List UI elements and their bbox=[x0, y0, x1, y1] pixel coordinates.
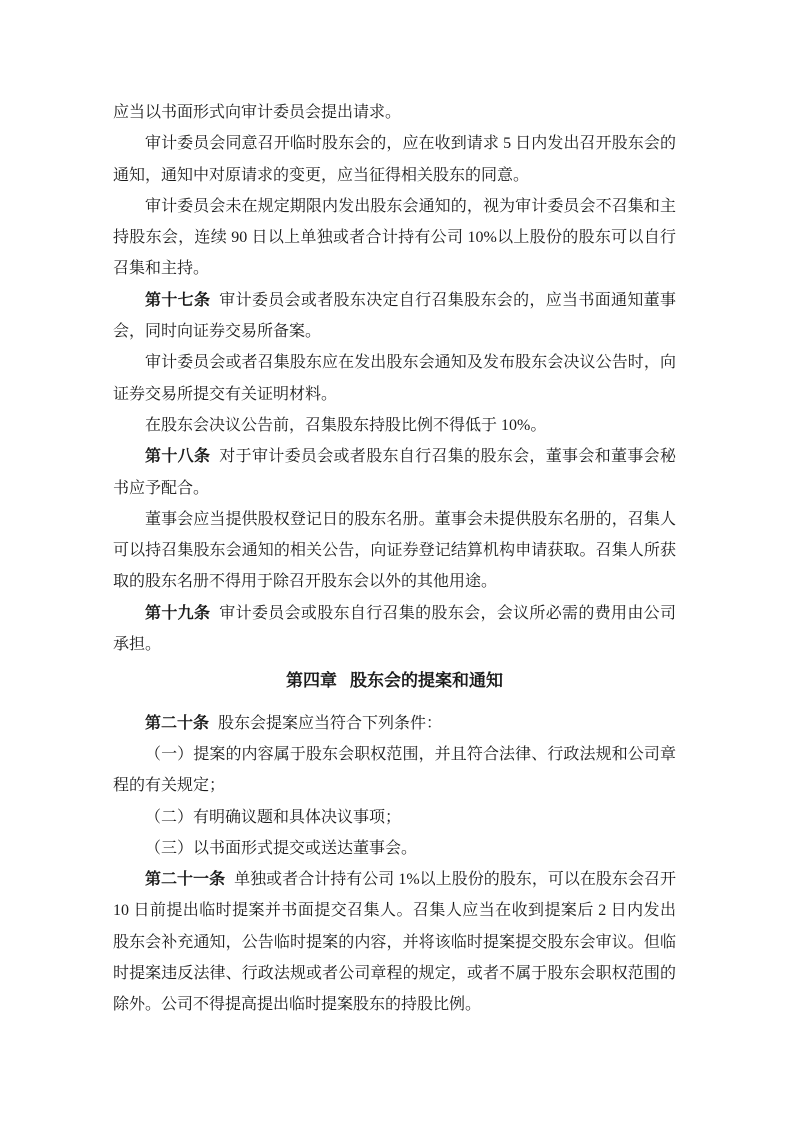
paragraph: 在股东会决议公告前，召集股东持股比例不得低于 10%。 bbox=[145, 416, 547, 434]
article-number: 第十八条 bbox=[145, 448, 211, 466]
article-text: 单独或者合计持有公司 1%以上股份的股东，可以在股东会召开 10 日前提出临时提案并书面提交召集人。召集人应当在收到提案后 2 日内发出股东会补充通知，公告临时提案的内容，并将该临时提案提交股东会审议。但临时提案违反法律、行政法规或者公司章程的规定，或者不属于股东会职权范围的除外。公司不得提高提出临时提案股东的持股比例。 bbox=[113, 871, 676, 1014]
list-item-paragraph: （一）提案的内容属于股东会职权范围，并且符合法律、行政法规和公司章程的有关规定； bbox=[113, 745, 676, 795]
chapter-heading bbox=[113, 665, 676, 696]
article-paragraph bbox=[113, 598, 676, 661]
paragraph: 审计委员会未在规定期限内发出股东会通知的，视为审计委员会不召集和主持股东会，连续 90 日以上单独或者合计持有公司 10%以上股份的股东可以自行召集和主持。 bbox=[113, 197, 676, 278]
article-text: 股东会提案应当符合下列条件： bbox=[218, 714, 443, 732]
article-number: 第十九条 bbox=[145, 604, 211, 622]
article-paragraph bbox=[113, 285, 676, 348]
article-paragraph bbox=[113, 441, 676, 504]
chapter-number: 第四章 bbox=[286, 671, 337, 691]
paragraph: 审计委员会或者召集股东应在发出股东会通知及发布股东会决议公告时，向证券交易所提交有关证明材料。 bbox=[113, 354, 676, 403]
article-number: 第二十条 bbox=[145, 714, 210, 732]
article-number: 第二十一条 bbox=[145, 871, 226, 889]
list-item-paragraph: （二）有明确议题和具体决议事项； bbox=[145, 808, 402, 826]
page-text-block bbox=[113, 97, 676, 1021]
article-text: 审计委员会或者股东决定自行召集股东会的，应当书面通知董事会，同时向证券交易所备案。 bbox=[113, 291, 676, 341]
article-paragraph bbox=[113, 864, 676, 1020]
paragraph: 董事会应当提供股权登记日的股东名册。董事会未提供股东名册的，召集人可以持召集股东会通知的相关公告，向证券登记结算机构申请获取。召集人所获取的股东名册不得用于除召开股东会以外的其他用途。 bbox=[113, 510, 676, 591]
article-text: 对于审计委员会或者股东自行召集的股东会，董事会和董事会秘书应予配合。 bbox=[113, 448, 676, 497]
chapter-title: 股东会的提案和通知 bbox=[350, 671, 503, 691]
paragraph: 审计委员会同意召开临时股东会的，应在收到请求 5 日内发出召开股东会的通知，通知中对原请求的变更，应当征得相关股东的同意。 bbox=[113, 135, 676, 184]
article-text: 审计委员会或股东自行召集的股东会，会议所必需的费用由公司承担。 bbox=[113, 604, 676, 654]
list-item-paragraph: （三）以书面形式提交或送达董事会。 bbox=[145, 839, 418, 857]
article-number: 第十七条 bbox=[145, 291, 211, 309]
article-paragraph bbox=[113, 708, 676, 739]
paragraph-continuation: 应当以书面形式向审计委员会提出请求。 bbox=[113, 104, 402, 121]
